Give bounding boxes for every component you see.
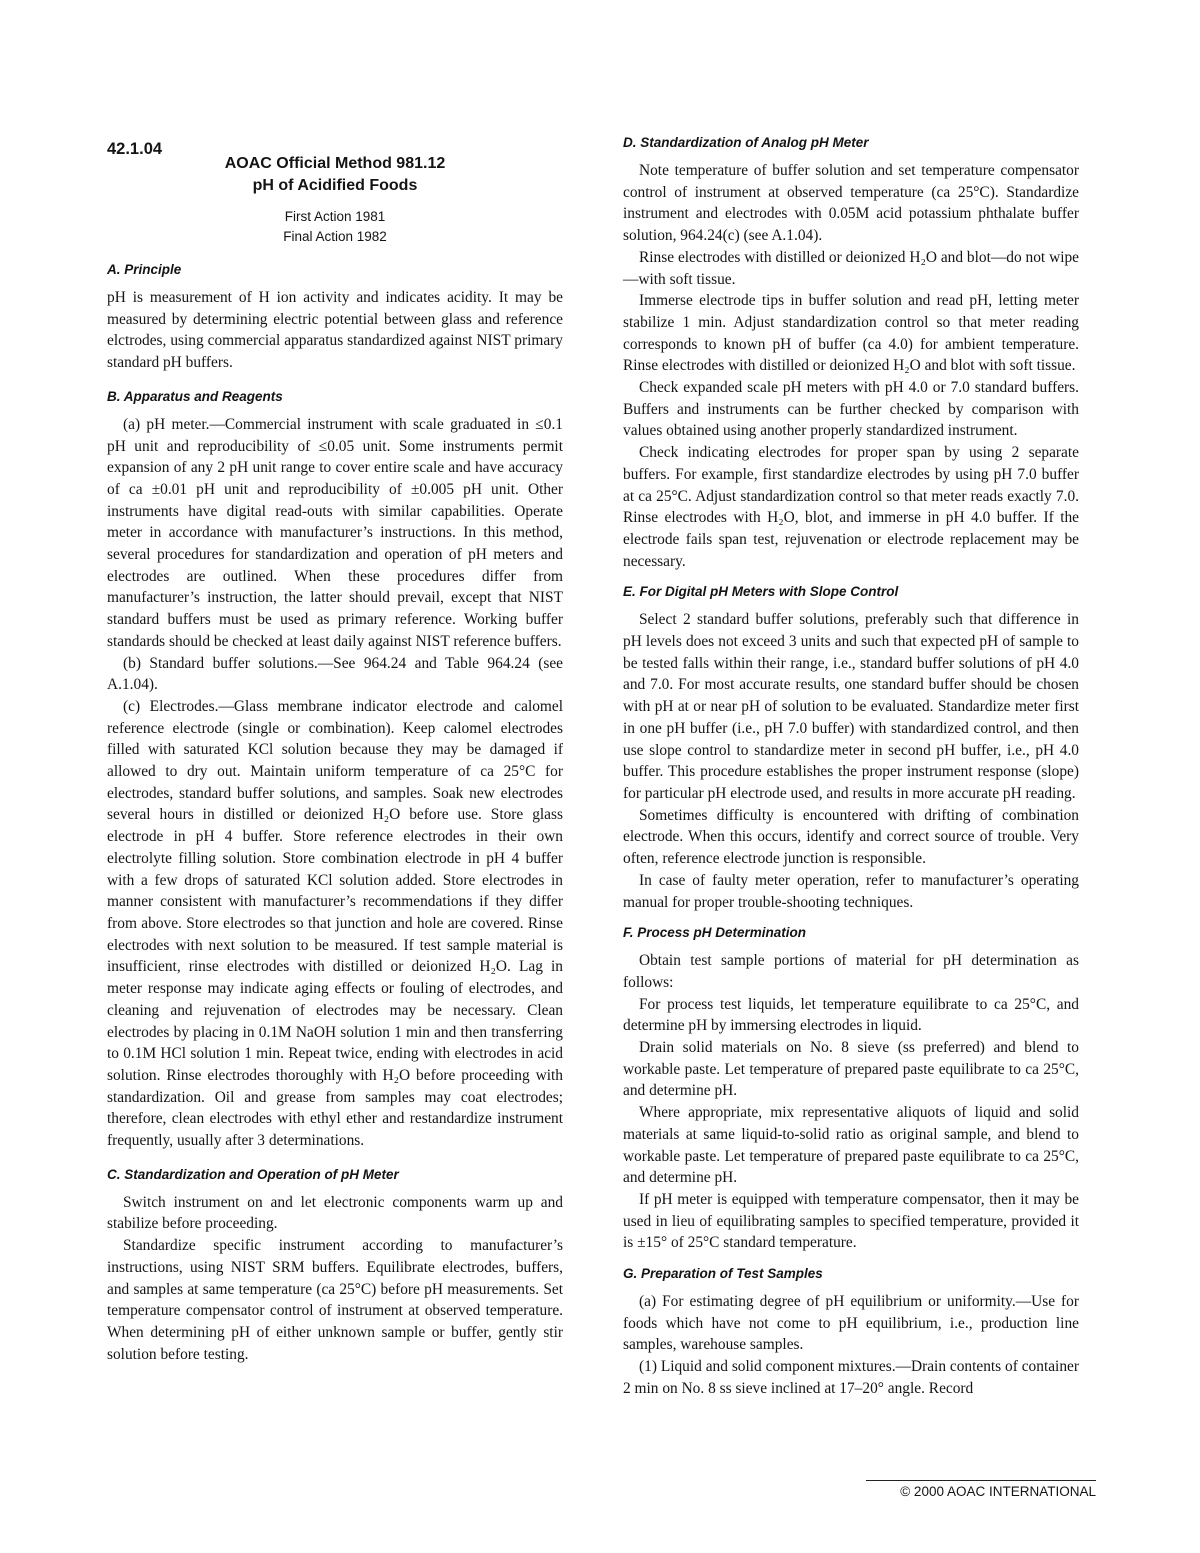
final-action: Final Action 1982 (283, 229, 387, 244)
paragraph: For process test liquids, let temperature equilibrate to ca 25°C, and determine pH by immersing electrodes in liquid. (623, 995, 1079, 1035)
section-heading-process-ph: F. Process pH Determination (623, 925, 807, 941)
section-heading-standardization: C. Standardization and Operation of pH Meter (107, 1166, 399, 1182)
left-column (107, 132, 563, 1365)
method-header (107, 153, 563, 247)
footer-copyright: © 2000 AOAC INTERNATIONAL (900, 1484, 1096, 1499)
method-subject: pH of Acidified Foods (252, 177, 418, 194)
section-heading-apparatus: B. Apparatus and Reagents (107, 388, 283, 404)
right-column (623, 132, 1079, 1400)
paragraph: pH is measurement of H ion activity and indicates acidity. It may be measured by determining electric potential between glass and reference elctrodes, using commercial apparatus standardized against NIST primary standard pH buffers. (107, 289, 563, 372)
paragraph: Where appropriate, mix representative aliquots of liquid and solid materials at same liquid-to-solid ratio as original sample, and blend to workable paste. Let temperature of prepared paste equilibrate to ca 25°C, and determine pH. (623, 1104, 1079, 1187)
paragraph: Obtain test sample portions of material for pH determination as follows: (623, 952, 1079, 991)
paragraph: (b) Standard buffer solutions.—See 964.24 and Table 964.24 (see A.1.04). (107, 654, 563, 694)
paragraph: Sometimes difficulty is encountered with drifting of combination electrode. When this occurs, identify and correct source of trouble. Very often, reference electrode junction is responsible. (623, 806, 1079, 868)
section-heading-principle: A. Principle (107, 262, 182, 277)
paragraph: Select 2 standard buffer solutions, preferably such that difference in pH levels does not exceed 3 units and such that expected pH of sample to be tested falls within their range, i.e., standard buffer solutions of pH 4.0 and 7.0. For most accurate results, one standard buffer should be chosen with pH at or near pH of solution to be evaluated. Standardize meter first in one pH buffer (i.e., pH 7.0 buffer) with standardized control, and then use slope control to standardize meter in second pH buffer, i.e., pH 4.0 buffer. This procedure establishes the proper instrument response (slope) for particular pH electrode used, and results in more accurate pH reading. (623, 611, 1079, 802)
paragraph: Check expanded scale pH meters with pH 4.0 or 7.0 standard buffers. Buffers and instruments can be further checked by comparison with values obtained using another properly standardized instrument. (623, 379, 1079, 440)
paragraph: In case of faulty meter operation, refer to manufacturer’s operating manual for proper trouble-shooting techniques. (623, 871, 1079, 911)
paragraph: Immerse electrode tips in buffer solution and read pH, letting meter stabilize 1 min. Adjust standardization control so that meter reading corresponds to known pH of buffer (ca 4.0) for ambient temperature. Rinse electrodes with distilled or deionized H₂O and blot with soft tissue. (623, 292, 1079, 375)
paragraph: Rinse electrodes with distilled or deionized H₂O and blot—do not wipe—with soft tissue. (623, 248, 1079, 288)
section-heading-analog-meter: D. Standardization of Analog pH Meter (623, 135, 869, 150)
paragraph: Drain solid materials on No. 8 sieve (ss preferred) and blend to workable paste. Let temperature of prepared paste equilibrate to ca 25°C, and determine pH. (623, 1039, 1079, 1100)
method-number: 42.1.04 (107, 140, 163, 158)
first-action: First Action 1981 (284, 209, 386, 224)
paragraph: (c) Electrodes.—Glass membrane indicator electrode and calomel reference electrode (single or combination). Keep calomel electrodes filled with saturated KCl solution because they may be damaged if allowed to dry out. Maintain uniform temperature of ca 25°C for electrodes, standard buffer solutions, and samples. Soak new electrodes several hours in distilled or deionized H₂O before use. Store glass electrode in pH 4 buffer. Store reference electrodes in their own electrolyte filling solution. Store combination electrode in pH 4 buffer with a few drops of saturated KCl solution added. Store electrodes in manner consistent with manufacturer’s recommendations if they differ from above. Store electrodes so that junction and hole are covered. Rinse electrodes with next solution to be measured. If test sample material is insufficient, rinse electrodes with distilled or deionized H₂O. Lag in meter response may indicate aging effects or fouling of electrodes, and cleaning and rejuvenation of electrodes may be necessary. Clean electrodes by placing in 0.1M NaOH solution 1 min and then transferring to 0.1M HCl solution 1 min. Repeat twice, ending with electrodes in acid solution. Rinse electrodes thoroughly with H₂O before proceeding with standardization. Oil and grease from samples may coat electrodes; therefore, clean electrodes with ethyl ether and restandardize instrument frequently, usually after 3 determinations. (107, 697, 563, 1150)
paragraph: Note temperature of buffer solution and set temperature compensator control of instrument at observed temperature (ca 25°C). Standardize instrument and electrodes with 0.05M acid potassium phthalate buffer solution, 964.24(c) (see A.1.04). (623, 162, 1079, 245)
paragraph: Check indicating electrodes for proper span by using 2 separate buffers. For example, first standardize electrodes by using pH 7.0 buffer at ca 25°C. Adjust standardization control so that meter reads exactly 7.0. Rinse electrodes with H₂O, blot, and immerse in pH 4.0 buffer. If the electrode fails span test, rejuvenation or electrode replacement may be necessary. (623, 444, 1079, 570)
section-heading-test-samples: G. Preparation of Test Samples (623, 1266, 823, 1282)
method-title: AOAC Official Method 981.12 (224, 155, 446, 172)
paragraph: (a) For estimating degree of pH equilibrium or uniformity.—Use for foods which have not come to pH equilibrium, i.e., production line samples, warehouse samples. (623, 1293, 1079, 1354)
footer-rule (866, 1480, 1096, 1481)
paragraph: If pH meter is equipped with temperature compensator, then it may be used in lieu of equilibrating samples to specified temperature, provided it is ±15° of 25°C standard temperature. (623, 1190, 1079, 1252)
section-heading-digital-meter: E. For Digital pH Meters with Slope Control (623, 584, 899, 600)
paragraph: (1) Liquid and solid component mixtures.—Drain contents of container 2 min on No. 8 ss sieve inclined at 17–20° angle. Record (623, 1358, 1079, 1397)
paragraph: Standardize specific instrument according to manufacturer’s instructions, using NIST SRM buffers. Equilibrate electrodes, buffers, and samples at same temperature (ca 25°C) before pH measurements. Set temperature compensator control of instrument at observed temperature. When determining pH of either unknown sample or buffer, gently stir solution before testing. (107, 1237, 563, 1363)
paragraph: (a) pH meter.—Commercial instrument with scale graduated in ≤0.1 pH unit and reproducibility of ≤0.05 unit. Some instruments permit expansion of any 2 pH unit range to cover entire scale and have accuracy of ca ±0.01 pH unit and reproducibility of ±0.005 pH unit. Other instruments have digital read-outs with similar capabilities. Operate meter in accordance with manufacturer’s instructions. In this method, several procedures for standardization and operation of pH meters and electrodes are outlined. When these procedures differ from manufacturer’s instruction, the latter should prevail, except that NIST standard buffers must be used as primary reference. Working buffer standards should be checked at least daily against NIST reference buffers. (107, 415, 563, 650)
paragraph: Switch instrument on and let electronic components warm up and stabilize before proceeding. (107, 1193, 563, 1233)
